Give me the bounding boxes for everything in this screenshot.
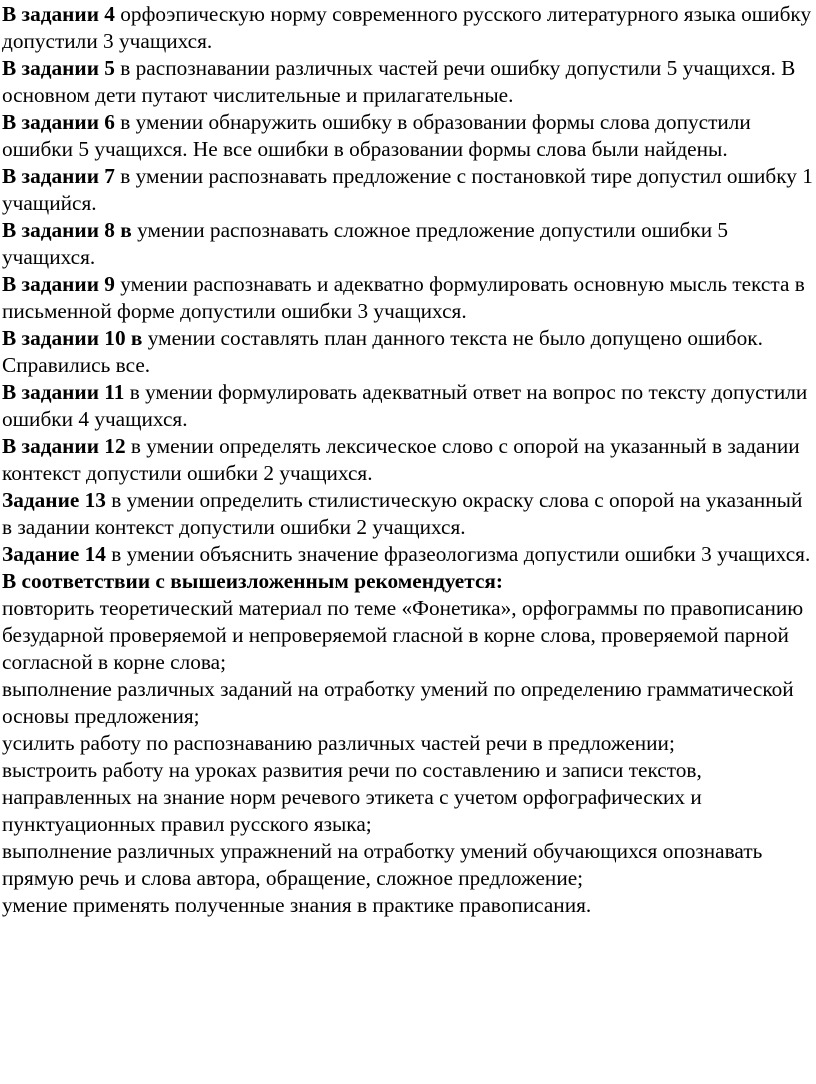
task-label: В задании 4: [2, 2, 115, 26]
recommendation-item: умение применять полученные знания в практике правописания.: [2, 893, 592, 917]
finding-task-7: [2, 163, 814, 217]
finding-text: умении составлять план данного текста не было допущено ошибок. Справились все.: [2, 326, 763, 377]
task-label: В задании 10 в: [2, 326, 143, 350]
finding-task-11: [2, 379, 814, 433]
finding-text: в умении обнаружить ошибку в образовании формы слова допустили ошибки 5 учащихся. Не все ошибки в образовании формы слова были найдены.: [2, 110, 751, 161]
finding-text: в умении формулировать адекватный ответ на вопрос по тексту допустили ошибки 4 учащихся.: [2, 380, 808, 431]
finding-text: в распознавании различных частей речи ошибку допустили 5 учащихся. В основном дети путают числительные и прилагательные.: [2, 56, 796, 107]
recommendation-item: выполнение различных упражнений на отработку умений обучающихся опознавать прямую речь и слова автора, обращение, сложное предложение;: [2, 839, 763, 890]
finding-task-5: [2, 55, 814, 109]
finding-text: орфоэпическую норму современного русского литературного языка ошибку допустили 3 учащихся.: [2, 2, 812, 53]
finding-text: умении распознавать и адекватно формулировать основную мысль текста в письменной форме допустили ошибки 3 учащихся.: [2, 272, 805, 323]
task-label: Задание 14: [2, 542, 106, 566]
finding-task-13: [2, 487, 814, 541]
finding-task-6: [2, 109, 814, 163]
recommendation-item: усилить работу по распознаванию различных частей речи в предложении;: [2, 731, 675, 755]
finding-task-9: [2, 271, 814, 325]
task-label: В задании 6: [2, 110, 115, 134]
finding-task-10: [2, 325, 814, 379]
document-body: [2, 1, 814, 919]
task-label: Задание 13: [2, 488, 106, 512]
recommendation-item: выполнение различных заданий на отработку умений по определению грамматической основы предложения;: [2, 677, 794, 728]
finding-text: умении распознавать сложное предложение допустили ошибки 5 учащихся.: [2, 218, 729, 269]
finding-text: в умении объяснить значение фразеологизма допустили ошибки 3 учащихся.: [105, 542, 811, 566]
recommendation-item: выстроить работу на уроках развития речи по составлению и записи текстов, направленных на знание норм речевого этикета с учетом орфографических и пунктуационных правил русского языка;: [2, 758, 702, 836]
task-label: В задании 7: [2, 164, 115, 188]
task-label: В задании 9: [2, 272, 115, 296]
task-label: В задании 5: [2, 56, 115, 80]
finding-text: в умении распознавать предложение с постановкой тире допустил ошибку 1 учащийся.: [2, 164, 813, 215]
finding-task-4: [2, 1, 814, 55]
task-label: В задании 12: [2, 434, 126, 458]
finding-task-8: [2, 217, 814, 271]
finding-text: в умении определить стилистическую окраску слова с опорой на указанный в задании контекст допустили ошибки 2 учащихся.: [2, 488, 803, 539]
finding-task-12: [2, 433, 814, 487]
task-label: В задании 11: [2, 380, 125, 404]
finding-text: в умении определять лексическое слово с опорой на указанный в задании контекст допустили ошибки 2 учащихся.: [2, 434, 800, 485]
finding-task-14: [2, 541, 814, 568]
recommendation-item: повторить теоретический материал по теме «Фонетика», орфограммы по правописанию безударной проверяемой и непроверяемой гласной в корне слова, проверяемой парной согласной в корне слова;: [2, 596, 804, 674]
recommendations-heading: В соответствии с вышеизложенным рекомендуется:: [2, 569, 504, 593]
task-label: В задании 8 в: [2, 218, 132, 242]
